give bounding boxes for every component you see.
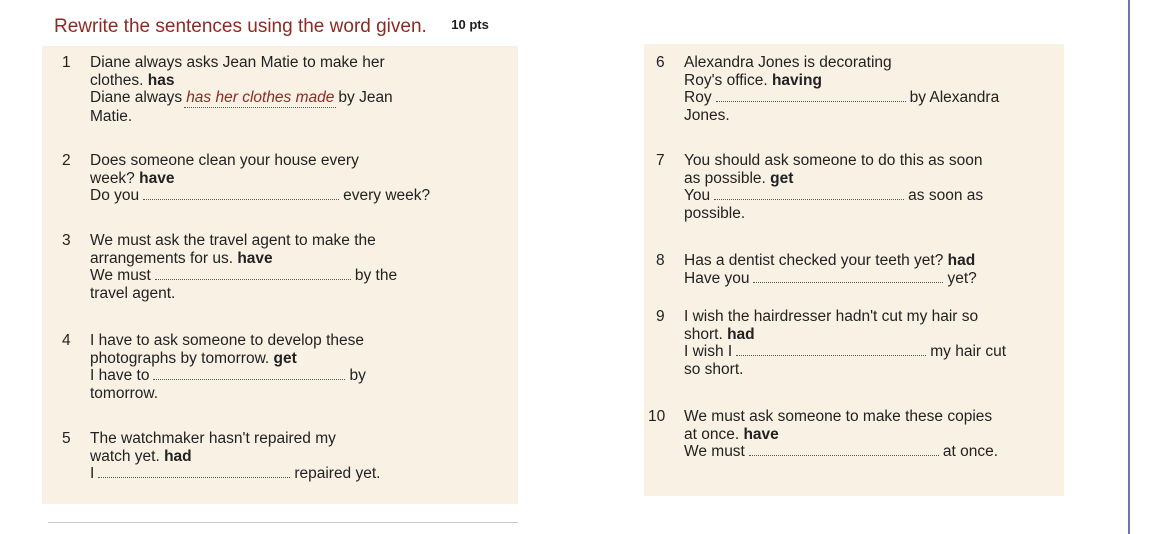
exercise-header [54, 16, 489, 38]
answer-blank[interactable] [714, 187, 904, 200]
key-word: had [164, 447, 192, 465]
answer-start: Roy [684, 89, 712, 106]
item-number: 4 [62, 332, 71, 349]
key-word: have [237, 249, 273, 267]
answer-blank[interactable] [143, 187, 339, 200]
answer-start: I have to [90, 367, 150, 384]
answer-start: Do you [90, 187, 140, 204]
answer-continued: so short. [684, 360, 744, 378]
answer-start: You [684, 187, 711, 204]
answer-blank[interactable] [736, 343, 926, 356]
prompt-sentence: The watchmaker hasn't repaired my [90, 430, 336, 447]
prompt-sentence-end: week? [90, 169, 135, 187]
page-divider [1128, 0, 1130, 534]
answer-continued: travel agent. [90, 284, 176, 302]
answer-end: at once. [942, 443, 999, 460]
answer-start: Diane always [90, 89, 183, 106]
prompt-sentence: Has a dentist checked your teeth yet? [684, 252, 944, 269]
answer-end: by Jean [338, 89, 393, 106]
key-word: had [947, 252, 976, 269]
answer-continued: tomorrow. [90, 384, 159, 402]
prompt-sentence: Does someone clean your house every [90, 152, 359, 169]
filled-answer[interactable]: has her clothes made [186, 89, 335, 106]
key-word: has [147, 71, 175, 89]
answer-continued: Jones. [684, 106, 730, 124]
prompt-sentence-end: photographs by tomorrow. [90, 349, 270, 367]
item-number: 7 [656, 152, 665, 169]
prompt-sentence-end: at once. [684, 425, 740, 443]
answer-start: We must [90, 267, 151, 284]
answer-end: yet? [947, 269, 977, 287]
answer-continued: Matie. [90, 107, 133, 125]
points-label: 10 pts [451, 17, 489, 32]
prompt-sentence-end: watch yet. [90, 447, 160, 465]
key-word: had [727, 325, 755, 343]
prompt-sentence: We must ask someone to make these copies [684, 408, 993, 425]
answer-end: repaired yet. [294, 465, 381, 482]
prompt-sentence-end: clothes. [90, 71, 144, 89]
key-word: get [770, 169, 794, 187]
answer-end: by Alexandra [909, 89, 1000, 106]
exercise-instruction: Rewrite the sentences using the word given. [54, 16, 427, 37]
answer-blank[interactable] [716, 89, 906, 102]
prompt-sentence: I have to ask someone to develop these [90, 332, 365, 349]
item-number: 8 [656, 252, 665, 269]
key-word: get [273, 349, 297, 367]
item-number: 1 [62, 54, 71, 71]
answer-end: every week? [343, 187, 431, 204]
answer-start: Have you [684, 269, 750, 287]
answer-start: I wish I [684, 343, 733, 360]
prompt-sentence-end: arrangements for us. [90, 249, 234, 267]
key-word: have [743, 425, 779, 443]
answer-blank[interactable] [153, 367, 345, 380]
item-number: 6 [656, 54, 665, 71]
prompt-sentence: Diane always asks Jean Matie to make her [90, 54, 385, 71]
prompt-sentence: We must ask the travel agent to make the [90, 232, 376, 249]
answer-start: We must [684, 443, 745, 460]
answer-blank[interactable] [749, 443, 939, 456]
prompt-sentence-end: short. [684, 325, 723, 343]
answer-continued: possible. [684, 204, 746, 222]
answer-blank[interactable] [98, 465, 290, 478]
prompt-sentence-end: as possible. [684, 169, 766, 187]
answer-end: as soon as [908, 187, 984, 204]
item-number: 9 [656, 308, 665, 325]
key-word: having [771, 71, 822, 89]
item-number: 3 [62, 232, 71, 249]
answer-blank[interactable] [753, 270, 943, 283]
item-number: 5 [62, 430, 71, 447]
answer-end: by the [354, 267, 398, 284]
answer-blank[interactable] [155, 267, 351, 280]
item-number: 2 [62, 152, 71, 169]
prompt-sentence-end: Roy's office. [684, 71, 768, 89]
prompt-sentence: You should ask someone to do this as soon [684, 152, 983, 169]
answer-end: my hair cut [930, 343, 1007, 360]
prompt-sentence: Alexandra Jones is decorating [684, 54, 892, 71]
key-word: have [139, 169, 175, 187]
answer-start: I [90, 465, 95, 482]
answer-end: by [349, 367, 366, 384]
prompt-sentence: I wish the hairdresser hadn't cut my hair so [684, 308, 979, 325]
bottom-divider [48, 522, 518, 523]
item-number: 10 [648, 408, 666, 425]
